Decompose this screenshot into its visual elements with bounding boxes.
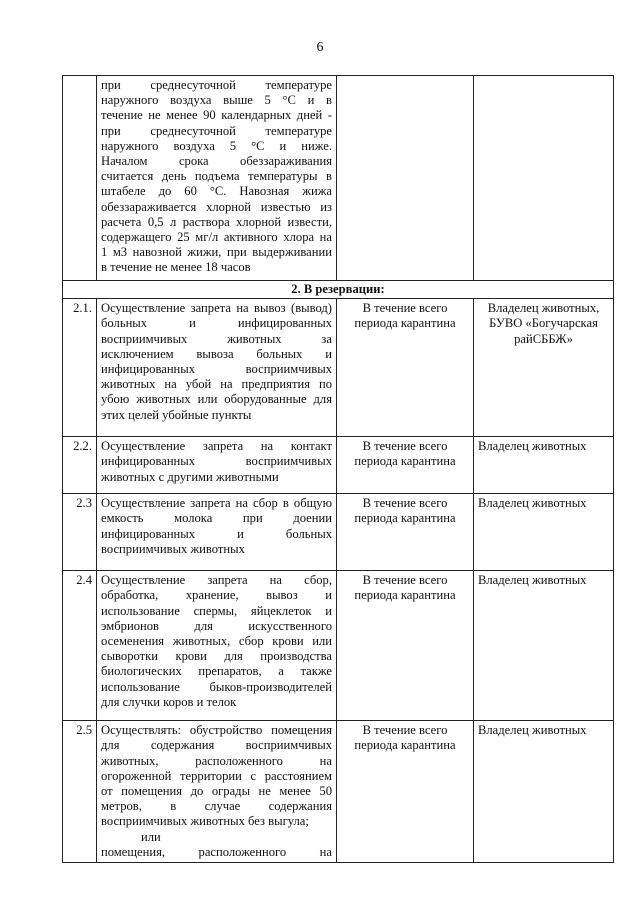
row-responsible: Владелец животных: [474, 494, 614, 571]
desc-line: течение не менее 90 календарных дней -: [101, 108, 332, 123]
row-description: [97, 721, 337, 863]
row-period: [337, 76, 474, 281]
row-number: 2.1.: [63, 299, 97, 437]
desc-line: 1 м3 навозной жижи, при выдерживании: [101, 245, 332, 260]
desc-line: огороженной территории с расстоянием: [101, 768, 332, 783]
desc-line: животных на убой на предприятия по: [101, 377, 332, 392]
table-row: [63, 299, 614, 437]
row-responsible: Владелец животных: [474, 721, 614, 863]
desc-line: инфицированных восприимчивых: [101, 362, 332, 377]
row-number: 2.2.: [63, 437, 97, 494]
row-description: [97, 571, 337, 721]
desc-line: восприимчивых животных: [101, 541, 245, 556]
desc-line: сыворотки крови для производства: [101, 649, 332, 664]
table-row: [63, 721, 614, 863]
row-description: [97, 299, 337, 437]
continuation-row: [63, 76, 614, 281]
row-number: 2.4: [63, 571, 97, 721]
row-number: 2.3: [63, 494, 97, 571]
row-period: В течение всего периода карантина: [337, 571, 474, 721]
page-number: 6: [316, 40, 324, 55]
row-responsible: Владелец животных, БУВО «Богучарская райСББЖ»: [474, 299, 614, 437]
desc-line: осеменения животных, сбор крови или: [101, 634, 332, 649]
desc-line: животных, расположенного на: [101, 753, 332, 768]
desc-line: биологических препаратов, а также: [101, 664, 332, 679]
desc-line: использование спермы, яйцеклеток и: [101, 603, 332, 618]
desc-line: для содержания восприимчивых: [101, 738, 332, 753]
desc-line: восприимчивых животных без выгула;: [101, 814, 309, 829]
desc-line: расчета 0,5 л раствора хлорной извести,: [101, 214, 332, 229]
desc-line: наружного воздуха выше 5 °С и в: [101, 93, 332, 108]
table-row: [63, 437, 614, 494]
desc-line: инфицированных восприимчивых: [101, 454, 332, 469]
desc-line: Осуществление запрета на сбор в общую: [101, 496, 332, 511]
desc-line: наружного воздуха 5 °С и ниже.: [101, 138, 332, 153]
desc-line: Осуществлять: обустройство помещения: [101, 723, 332, 738]
row-responsible: [474, 76, 614, 281]
table-row: [63, 571, 614, 721]
desc-line: убою животных или оборудованные для: [101, 392, 332, 407]
row-responsible: Владелец животных: [474, 437, 614, 494]
row-number: 2.5: [63, 721, 97, 863]
row-description: [97, 76, 337, 281]
desc-line: использование быков-производителей: [101, 679, 332, 694]
desc-line: метров, в случае содержания: [101, 799, 332, 814]
table-row: [63, 494, 614, 571]
desc-line: при среднесуточной температуре: [101, 123, 332, 138]
desc-line: животных с другими животными: [101, 469, 279, 484]
row-description: [97, 437, 337, 494]
desc-line: или: [141, 829, 161, 844]
row-description: [97, 494, 337, 571]
row-responsible: Владелец животных: [474, 571, 614, 721]
desc-line: емкость молока при доении: [101, 511, 332, 526]
desc-line: Осуществление запрета на вывоз (вывод): [101, 301, 332, 316]
desc-line: Осуществление запрета на сбор,: [101, 573, 332, 588]
section-title: 2. В резервации:: [63, 281, 614, 299]
row-number: [63, 76, 97, 281]
desc-line: этих целей убойные пункты: [101, 407, 252, 422]
row-period: В течение всего периода карантина: [337, 437, 474, 494]
desc-line: больных и инфицированных: [101, 316, 332, 331]
desc-line: для случки коров и телок: [101, 694, 237, 709]
desc-line: эмбрионов для искусственного: [101, 618, 332, 633]
desc-line: Осуществление запрета на контакт: [101, 439, 332, 454]
desc-line: инфицированных и больных: [101, 526, 332, 541]
desc-line: обеззараживается хлорной известью из: [101, 199, 332, 214]
desc-line: помещения, расположенного на: [101, 844, 332, 859]
section-header-row: [63, 281, 614, 299]
desc-line: исключением вывоза больных и: [101, 346, 332, 361]
desc-line: восприимчивых животных за: [101, 331, 332, 346]
row-period: В течение всего периода карантина: [337, 721, 474, 863]
desc-line: от помещения до ограды не менее 50: [101, 784, 332, 799]
desc-line: считается день подъема температуры в: [101, 169, 332, 184]
row-period: В течение всего периода карантина: [337, 494, 474, 571]
desc-line: Началом срока обеззараживания: [101, 154, 332, 169]
row-period: В течение всего периода карантина: [337, 299, 474, 437]
desc-line: при среднесуточной температуре: [101, 78, 332, 92]
desc-line: обработка, хранение, вывоз и: [101, 588, 332, 603]
desc-line: штабеле до 60 °С. Навозная жижа: [101, 184, 332, 199]
measures-table: [62, 75, 614, 863]
desc-line: содержащего 25 мг/л активного хлора на: [101, 230, 332, 245]
desc-line: в течение не менее 18 часов: [101, 260, 251, 275]
